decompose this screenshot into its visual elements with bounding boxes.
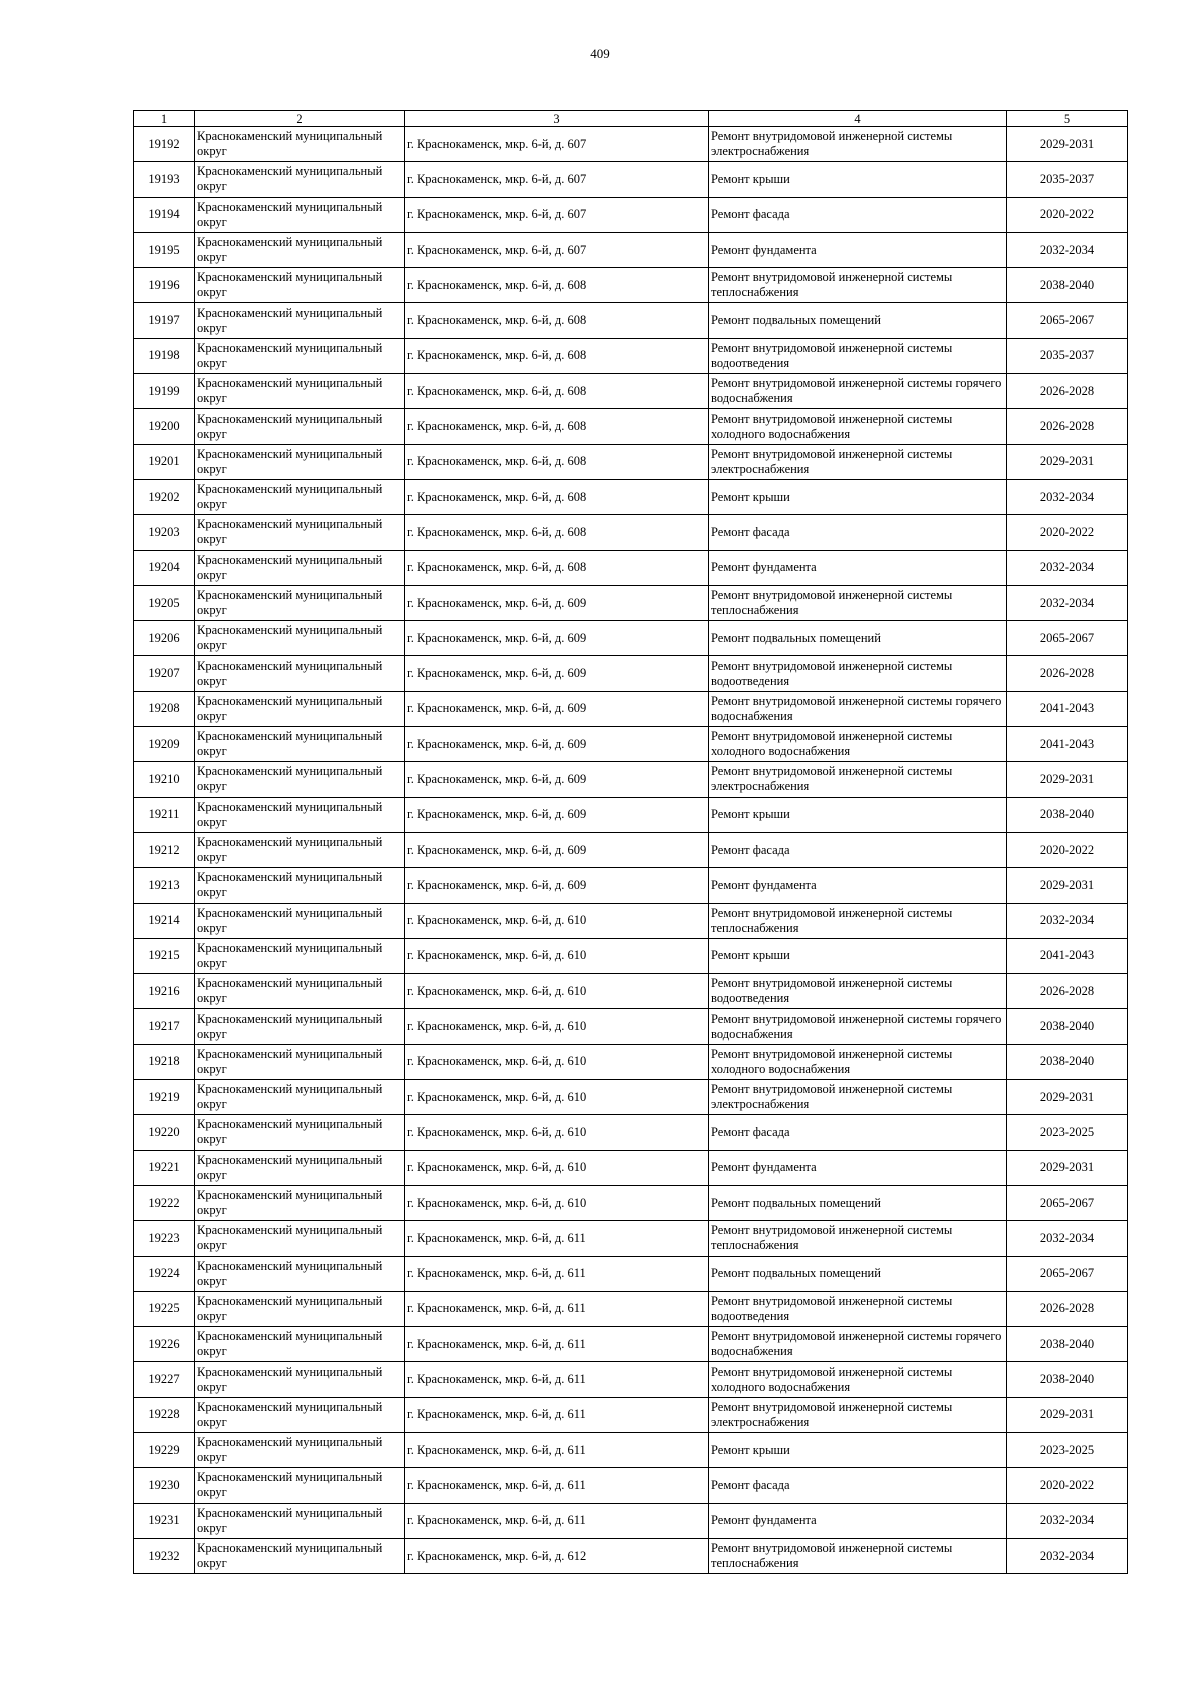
municipality-cell: Краснокаменский муниципальный округ [195,691,405,726]
period-cell: 2026-2028 [1007,1291,1128,1326]
table-row [134,1432,1128,1467]
work-type-cell: Ремонт фундамента [709,232,1007,267]
row-number-cell: 19194 [134,197,195,232]
row-number-cell: 19210 [134,762,195,797]
municipality-cell: Краснокаменский муниципальный округ [195,938,405,973]
period-cell: 2035-2037 [1007,162,1128,197]
municipality-cell: Краснокаменский муниципальный округ [195,1256,405,1291]
table-row [134,1044,1128,1079]
table-row [134,1150,1128,1185]
address-cell: г. Краснокаменск, мкр. 6-й, д. 610 [405,1185,709,1220]
row-number-cell: 19221 [134,1150,195,1185]
municipality-cell: Краснокаменский муниципальный округ [195,974,405,1009]
period-cell: 2029-2031 [1007,127,1128,162]
period-cell: 2038-2040 [1007,797,1128,832]
table-row [134,727,1128,762]
work-type-cell: Ремонт фасада [709,1468,1007,1503]
period-cell: 2026-2028 [1007,374,1128,409]
period-cell: 2029-2031 [1007,1080,1128,1115]
municipality-cell: Краснокаменский муниципальный округ [195,1291,405,1326]
table-row [134,1115,1128,1150]
table-row [134,409,1128,444]
row-number-cell: 19228 [134,1397,195,1432]
work-type-cell: Ремонт внутридомовой инженерной системы водоотведения [709,338,1007,373]
period-cell: 2041-2043 [1007,691,1128,726]
address-cell: г. Краснокаменск, мкр. 6-й, д. 610 [405,974,709,1009]
municipality-cell: Краснокаменский муниципальный округ [195,762,405,797]
table-row [134,197,1128,232]
municipality-cell: Краснокаменский муниципальный округ [195,1115,405,1150]
table-row [134,303,1128,338]
work-type-cell: Ремонт крыши [709,479,1007,514]
work-type-cell: Ремонт фасада [709,515,1007,550]
address-cell: г. Краснокаменск, мкр. 6-й, д. 611 [405,1256,709,1291]
table-row [134,656,1128,691]
work-type-cell: Ремонт крыши [709,1432,1007,1467]
row-number-cell: 19206 [134,621,195,656]
table-row [134,444,1128,479]
period-cell: 2032-2034 [1007,479,1128,514]
period-cell: 2038-2040 [1007,1327,1128,1362]
address-cell: г. Краснокаменск, мкр. 6-й, д. 608 [405,444,709,479]
municipality-cell: Краснокаменский муниципальный округ [195,1538,405,1573]
work-type-cell: Ремонт фасада [709,197,1007,232]
work-type-cell: Ремонт фасада [709,832,1007,867]
municipality-cell: Краснокаменский муниципальный округ [195,479,405,514]
table-row [134,762,1128,797]
address-cell: г. Краснокаменск, мкр. 6-й, д. 611 [405,1362,709,1397]
table-row [134,903,1128,938]
work-type-cell: Ремонт внутридомовой инженерной системы холодного водоснабжения [709,409,1007,444]
address-cell: г. Краснокаменск, мкр. 6-й, д. 610 [405,1115,709,1150]
table-row [134,127,1128,162]
address-cell: г. Краснокаменск, мкр. 6-й, д. 610 [405,903,709,938]
row-number-cell: 19192 [134,127,195,162]
period-cell: 2020-2022 [1007,197,1128,232]
table-header [134,111,1128,127]
period-cell: 2065-2067 [1007,621,1128,656]
work-type-cell: Ремонт внутридомовой инженерной системы электроснабжения [709,1080,1007,1115]
table-row [134,268,1128,303]
row-number-cell: 19215 [134,938,195,973]
period-cell: 2038-2040 [1007,1009,1128,1044]
address-cell: г. Краснокаменск, мкр. 6-й, д. 609 [405,621,709,656]
table-row [134,1327,1128,1362]
table-row [134,1362,1128,1397]
column-header: 1 [134,111,195,127]
municipality-cell: Краснокаменский муниципальный округ [195,656,405,691]
address-cell: г. Краснокаменск, мкр. 6-й, д. 609 [405,762,709,797]
row-number-cell: 19214 [134,903,195,938]
work-type-cell: Ремонт внутридомовой инженерной системы водоотведения [709,1291,1007,1326]
address-cell: г. Краснокаменск, мкр. 6-й, д. 609 [405,797,709,832]
row-number-cell: 19211 [134,797,195,832]
row-number-cell: 19209 [134,727,195,762]
table-row [134,1503,1128,1538]
row-number-cell: 19212 [134,832,195,867]
work-type-cell: Ремонт внутридомовой инженерной системы электроснабжения [709,1397,1007,1432]
row-number-cell: 19204 [134,550,195,585]
address-cell: г. Краснокаменск, мкр. 6-й, д. 609 [405,691,709,726]
address-cell: г. Краснокаменск, мкр. 6-й, д. 607 [405,232,709,267]
table-row [134,1009,1128,1044]
period-cell: 2023-2025 [1007,1432,1128,1467]
address-cell: г. Краснокаменск, мкр. 6-й, д. 607 [405,197,709,232]
address-cell: г. Краснокаменск, мкр. 6-й, д. 607 [405,127,709,162]
table-row [134,938,1128,973]
municipality-cell: Краснокаменский муниципальный округ [195,1044,405,1079]
address-cell: г. Краснокаменск, мкр. 6-й, д. 609 [405,585,709,620]
column-header: 4 [709,111,1007,127]
period-cell: 2029-2031 [1007,868,1128,903]
municipality-cell: Краснокаменский муниципальный округ [195,903,405,938]
municipality-cell: Краснокаменский муниципальный округ [195,1150,405,1185]
period-cell: 2032-2034 [1007,232,1128,267]
work-type-cell: Ремонт внутридомовой инженерной системы холодного водоснабжения [709,727,1007,762]
period-cell: 2032-2034 [1007,1538,1128,1573]
municipality-cell: Краснокаменский муниципальный округ [195,585,405,620]
period-cell: 2065-2067 [1007,1256,1128,1291]
row-number-cell: 19226 [134,1327,195,1362]
work-type-cell: Ремонт внутридомовой инженерной системы водоотведения [709,656,1007,691]
row-number-cell: 19217 [134,1009,195,1044]
work-type-cell: Ремонт подвальных помещений [709,303,1007,338]
period-cell: 2038-2040 [1007,1044,1128,1079]
period-cell: 2065-2067 [1007,303,1128,338]
municipality-cell: Краснокаменский муниципальный округ [195,1080,405,1115]
row-number-cell: 19225 [134,1291,195,1326]
page-number: 409 [590,46,610,61]
row-number-cell: 19195 [134,232,195,267]
address-cell: г. Краснокаменск, мкр. 6-й, д. 611 [405,1468,709,1503]
row-number-cell: 19207 [134,656,195,691]
table-row [134,1538,1128,1573]
municipality-cell: Краснокаменский муниципальный округ [195,1362,405,1397]
municipality-cell: Краснокаменский муниципальный округ [195,550,405,585]
work-type-cell: Ремонт внутридомовой инженерной системы горячего водоснабжения [709,1009,1007,1044]
row-number-cell: 19232 [134,1538,195,1573]
address-cell: г. Краснокаменск, мкр. 6-й, д. 609 [405,868,709,903]
address-cell: г. Краснокаменск, мкр. 6-й, д. 612 [405,1538,709,1573]
period-cell: 2029-2031 [1007,1150,1128,1185]
table-row [134,585,1128,620]
municipality-cell: Краснокаменский муниципальный округ [195,1503,405,1538]
municipality-cell: Краснокаменский муниципальный округ [195,1221,405,1256]
address-cell: г. Краснокаменск, мкр. 6-й, д. 608 [405,374,709,409]
row-number-cell: 19201 [134,444,195,479]
work-type-cell: Ремонт подвальных помещений [709,1185,1007,1220]
work-type-cell: Ремонт крыши [709,797,1007,832]
work-type-cell: Ремонт фундамента [709,868,1007,903]
period-cell: 2026-2028 [1007,656,1128,691]
table-row [134,974,1128,1009]
address-cell: г. Краснокаменск, мкр. 6-й, д. 608 [405,338,709,373]
municipality-cell: Краснокаменский муниципальный округ [195,232,405,267]
row-number-cell: 19199 [134,374,195,409]
row-number-cell: 19200 [134,409,195,444]
period-cell: 2035-2037 [1007,338,1128,373]
address-cell: г. Краснокаменск, мкр. 6-й, д. 611 [405,1397,709,1432]
period-cell: 2038-2040 [1007,1362,1128,1397]
row-number-cell: 19198 [134,338,195,373]
work-type-cell: Ремонт фундамента [709,550,1007,585]
work-type-cell: Ремонт внутридомовой инженерной системы теплоснабжения [709,1221,1007,1256]
municipality-cell: Краснокаменский муниципальный округ [195,515,405,550]
row-number-cell: 19208 [134,691,195,726]
table-row [134,515,1128,550]
period-cell: 2029-2031 [1007,762,1128,797]
row-number-cell: 19213 [134,868,195,903]
work-type-cell: Ремонт фасада [709,1115,1007,1150]
municipality-cell: Краснокаменский муниципальный округ [195,162,405,197]
work-type-cell: Ремонт внутридомовой инженерной системы холодного водоснабжения [709,1044,1007,1079]
work-type-cell: Ремонт крыши [709,938,1007,973]
municipality-cell: Краснокаменский муниципальный округ [195,1009,405,1044]
address-cell: г. Краснокаменск, мкр. 6-й, д. 607 [405,162,709,197]
period-cell: 2020-2022 [1007,515,1128,550]
work-type-cell: Ремонт внутридомовой инженерной системы теплоснабжения [709,903,1007,938]
table-row [134,550,1128,585]
table-row [134,162,1128,197]
period-cell: 2023-2025 [1007,1115,1128,1150]
municipality-cell: Краснокаменский муниципальный округ [195,444,405,479]
column-header: 2 [195,111,405,127]
row-number-cell: 19230 [134,1468,195,1503]
work-type-cell: Ремонт внутридомовой инженерной системы теплоснабжения [709,585,1007,620]
table-row [134,338,1128,373]
period-cell: 2032-2034 [1007,550,1128,585]
address-cell: г. Краснокаменск, мкр. 6-й, д. 611 [405,1432,709,1467]
column-header: 3 [405,111,709,127]
address-cell: г. Краснокаменск, мкр. 6-й, д. 610 [405,1150,709,1185]
municipality-cell: Краснокаменский муниципальный округ [195,621,405,656]
row-number-cell: 19197 [134,303,195,338]
table-row [134,232,1128,267]
table-row [134,797,1128,832]
work-type-cell: Ремонт внутридомовой инженерной системы горячего водоснабжения [709,374,1007,409]
row-number-cell: 19227 [134,1362,195,1397]
address-cell: г. Краснокаменск, мкр. 6-й, д. 611 [405,1503,709,1538]
municipality-cell: Краснокаменский муниципальный округ [195,127,405,162]
period-cell: 2026-2028 [1007,974,1128,1009]
municipality-cell: Краснокаменский муниципальный округ [195,797,405,832]
table-row [134,1291,1128,1326]
period-cell: 2029-2031 [1007,444,1128,479]
municipality-cell: Краснокаменский муниципальный округ [195,374,405,409]
address-cell: г. Краснокаменск, мкр. 6-й, д. 608 [405,303,709,338]
work-type-cell: Ремонт внутридомовой инженерной системы электроснабжения [709,444,1007,479]
row-number-cell: 19231 [134,1503,195,1538]
period-cell: 2032-2034 [1007,1503,1128,1538]
municipality-cell: Краснокаменский муниципальный округ [195,1185,405,1220]
row-number-cell: 19193 [134,162,195,197]
municipality-cell: Краснокаменский муниципальный округ [195,832,405,867]
address-cell: г. Краснокаменск, мкр. 6-й, д. 610 [405,1044,709,1079]
row-number-cell: 19224 [134,1256,195,1291]
municipality-cell: Краснокаменский муниципальный округ [195,1397,405,1432]
period-cell: 2026-2028 [1007,409,1128,444]
table-row [134,832,1128,867]
period-cell: 2032-2034 [1007,903,1128,938]
municipality-cell: Краснокаменский муниципальный округ [195,868,405,903]
address-cell: г. Краснокаменск, мкр. 6-й, д. 610 [405,1009,709,1044]
period-cell: 2032-2034 [1007,1221,1128,1256]
address-cell: г. Краснокаменск, мкр. 6-й, д. 608 [405,268,709,303]
address-cell: г. Краснокаменск, мкр. 6-й, д. 608 [405,479,709,514]
table-row [134,479,1128,514]
work-type-cell: Ремонт внутридомовой инженерной системы горячего водоснабжения [709,691,1007,726]
table-row [134,1185,1128,1220]
table-row [134,868,1128,903]
row-number-cell: 19220 [134,1115,195,1150]
address-cell: г. Краснокаменск, мкр. 6-й, д. 609 [405,832,709,867]
work-type-cell: Ремонт внутридомовой инженерной системы водоотведения [709,974,1007,1009]
table-row [134,1468,1128,1503]
period-cell: 2020-2022 [1007,1468,1128,1503]
table-row [134,691,1128,726]
work-type-cell: Ремонт крыши [709,162,1007,197]
period-cell: 2038-2040 [1007,268,1128,303]
period-cell: 2020-2022 [1007,832,1128,867]
row-number-cell: 19205 [134,585,195,620]
table-row [134,1221,1128,1256]
address-cell: г. Краснокаменск, мкр. 6-й, д. 608 [405,515,709,550]
period-cell: 2041-2043 [1007,727,1128,762]
row-number-cell: 19222 [134,1185,195,1220]
work-type-cell: Ремонт внутридомовой инженерной системы горячего водоснабжения [709,1327,1007,1362]
municipality-cell: Краснокаменский муниципальный округ [195,1432,405,1467]
table-row [134,1397,1128,1432]
municipality-cell: Краснокаменский муниципальный округ [195,338,405,373]
work-type-cell: Ремонт внутридомовой инженерной системы электроснабжения [709,127,1007,162]
work-type-cell: Ремонт внутридомовой инженерной системы электроснабжения [709,762,1007,797]
row-number-cell: 19229 [134,1432,195,1467]
address-cell: г. Краснокаменск, мкр. 6-й, д. 610 [405,938,709,973]
period-cell: 2029-2031 [1007,1397,1128,1432]
municipality-cell: Краснокаменский муниципальный округ [195,268,405,303]
address-cell: г. Краснокаменск, мкр. 6-й, д. 609 [405,727,709,762]
table-row [134,621,1128,656]
period-cell: 2065-2067 [1007,1185,1128,1220]
work-type-cell: Ремонт внутридомовой инженерной системы теплоснабжения [709,268,1007,303]
row-number-cell: 19216 [134,974,195,1009]
row-number-cell: 19196 [134,268,195,303]
address-cell: г. Краснокаменск, мкр. 6-й, д. 611 [405,1327,709,1362]
work-type-cell: Ремонт фундамента [709,1503,1007,1538]
work-type-cell: Ремонт подвальных помещений [709,1256,1007,1291]
repair-schedule-table [133,110,1128,1574]
table-row [134,1080,1128,1115]
municipality-cell: Краснокаменский муниципальный округ [195,409,405,444]
table-row [134,374,1128,409]
column-header: 5 [1007,111,1128,127]
work-type-cell: Ремонт подвальных помещений [709,621,1007,656]
period-cell: 2032-2034 [1007,585,1128,620]
address-cell: г. Краснокаменск, мкр. 6-й, д. 610 [405,1080,709,1115]
address-cell: г. Краснокаменск, мкр. 6-й, д. 608 [405,550,709,585]
municipality-cell: Краснокаменский муниципальный округ [195,1327,405,1362]
row-number-cell: 19218 [134,1044,195,1079]
municipality-cell: Краснокаменский муниципальный округ [195,727,405,762]
period-cell: 2041-2043 [1007,938,1128,973]
municipality-cell: Краснокаменский муниципальный округ [195,303,405,338]
work-type-cell: Ремонт фундамента [709,1150,1007,1185]
municipality-cell: Краснокаменский муниципальный округ [195,1468,405,1503]
row-number-cell: 19203 [134,515,195,550]
table-body [134,127,1128,1574]
address-cell: г. Краснокаменск, мкр. 6-й, д. 608 [405,409,709,444]
row-number-cell: 19223 [134,1221,195,1256]
row-number-cell: 19219 [134,1080,195,1115]
address-cell: г. Краснокаменск, мкр. 6-й, д. 609 [405,656,709,691]
header-row [134,111,1128,127]
address-cell: г. Краснокаменск, мкр. 6-й, д. 611 [405,1221,709,1256]
row-number-cell: 19202 [134,479,195,514]
work-type-cell: Ремонт внутридомовой инженерной системы холодного водоснабжения [709,1362,1007,1397]
address-cell: г. Краснокаменск, мкр. 6-й, д. 611 [405,1291,709,1326]
work-type-cell: Ремонт внутридомовой инженерной системы теплоснабжения [709,1538,1007,1573]
table-row [134,1256,1128,1291]
municipality-cell: Краснокаменский муниципальный округ [195,197,405,232]
